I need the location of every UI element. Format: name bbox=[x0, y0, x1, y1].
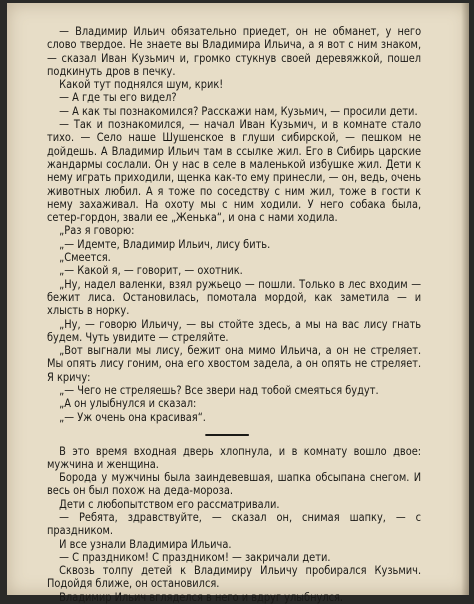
page-text bbox=[47, 25, 421, 604]
paragraph: „— Какой я, — говорит, — охотник. bbox=[47, 264, 421, 277]
story-section-top bbox=[47, 25, 421, 424]
paragraph: „Вот выгнали мы лису, бежит она мимо Ильича, а он не стреляет. Мы опять лису гоним, она его хвостом задела, а он опять не стреляет. Я кричу: bbox=[47, 344, 421, 384]
paragraph: „— Чего не стреляешь? Все звери над тобой смеяться будут. bbox=[47, 384, 421, 397]
paragraph: Борода у мужчины была заиндевевшая, шапка обсыпана снегом. И весь он был похож на деда-мороза. bbox=[47, 471, 421, 498]
paragraph: — Владимир Ильич обязательно приедет, он не обманет, у него слово твердое. Не знаете вы Владимира Ильича, а я вот с ним знаком, — сказал Иван Кузьмич и, громко стукнув своей деревяжкой, пошел подкинуть дров в печку. bbox=[47, 25, 421, 78]
paragraph: — С праздником! С праздником! — закричали дети. bbox=[47, 551, 421, 564]
paragraph: И все узнали Владимира Ильича. bbox=[47, 538, 421, 551]
paragraph: „Смеется. bbox=[47, 251, 421, 264]
paragraph: Сквозь толпу детей к Владимиру Ильичу пробирался Кузьмич. Подойдя ближе, он остановился. bbox=[47, 564, 421, 591]
paragraph: — Ребята, здравствуйте, — сказал он, снимая шапку, — с праздником. bbox=[47, 511, 421, 538]
section-divider bbox=[205, 434, 249, 436]
paragraph: „А он улыбнулся и сказал: bbox=[47, 397, 421, 410]
paragraph: „Ну, — говорю Ильичу, — вы стойте здесь, а мы на вас лису гнать будем. Чуть увидите — стреляйте. bbox=[47, 318, 421, 345]
paragraph: „Ну, надел валенки, взял ружьецо — пошли. Только в лес входим — бежит лиса. Остановилась, помотала мордой, как заметила — и хлысть в норку. bbox=[47, 278, 421, 318]
paragraph: В это время входная дверь хлопнула, и в комнату вошло двое: мужчина и женщина. bbox=[47, 445, 421, 472]
paragraph: — А как ты познакомился? Расскажи нам, Кузьмич, — просили дети. bbox=[47, 105, 421, 118]
paragraph: „— Идемте, Владимир Ильич, лису бить. bbox=[47, 238, 421, 251]
paragraph: „Раз я говорю: bbox=[47, 224, 421, 237]
story-section-bottom bbox=[47, 445, 421, 604]
paragraph: — А где ты его видел? bbox=[47, 91, 421, 104]
paragraph: Владимир Ильич вгляделся в него и вдруг улыбнулся. bbox=[47, 591, 421, 604]
paragraph: — Так и познакомился, — начал Иван Кузьмич, и в комнате стало тихо. — Село наше Шушенское в глуши сибирской, — пешком не дойдешь. А Владимир Ильич там в ссылке жил. Его в Сибирь царские жандармы сослали. Он у нас в селе в маленькой избушке жил. Дети к нему играть приходили, щенка как-то ему принесли, — он, ведь, очень животных любил. А я тоже по соседству с ним жил, тоже в гости к нему захаживал. На охоту мы с ним ходили. У него собака была, сетер-гордон, звали ее „Женька“, и она с нами ходила. bbox=[47, 118, 421, 224]
paragraph: Дети с любопытством его рассматривали. bbox=[47, 498, 421, 511]
paragraph: Какой тут поднялся шум, крик! bbox=[47, 78, 421, 91]
paragraph: „— Уж очень она красивая“. bbox=[47, 411, 421, 424]
book-page bbox=[7, 3, 469, 595]
